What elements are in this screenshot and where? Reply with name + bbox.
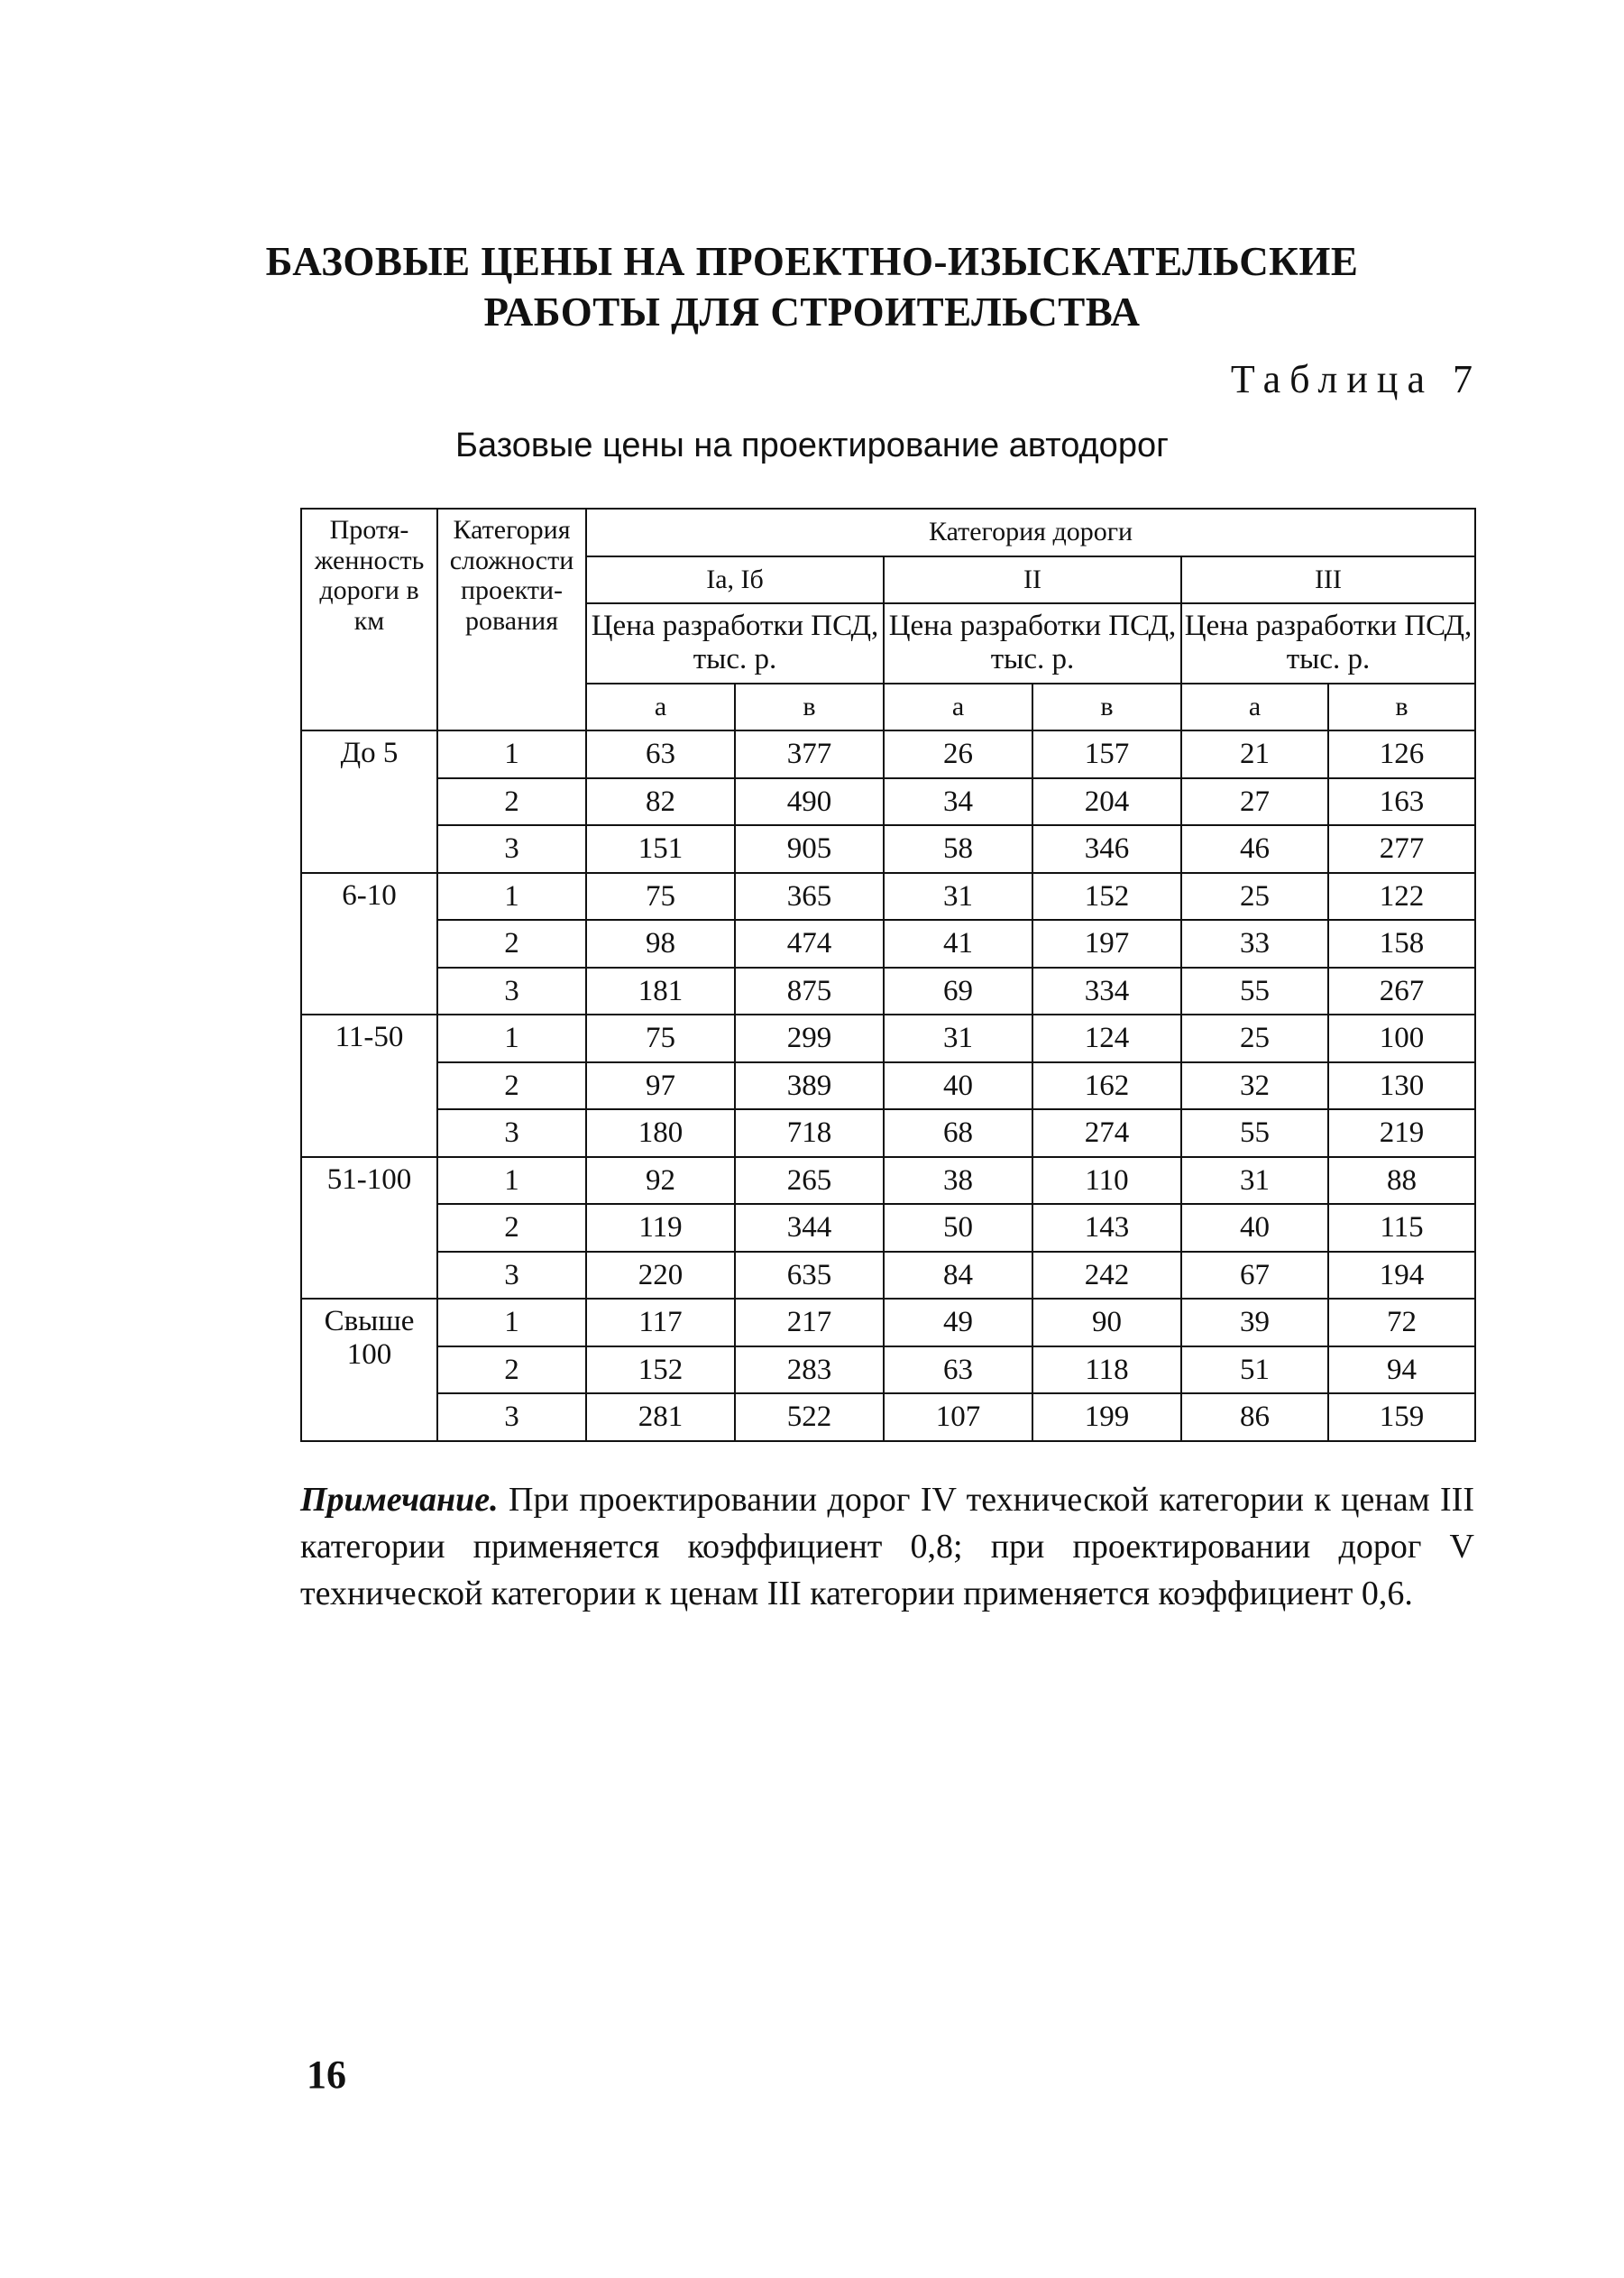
document-title: [0, 236, 1624, 337]
price-cell: 143: [1032, 1204, 1181, 1252]
header-price: Цена разработки ПСД, тыс. р.: [1181, 603, 1475, 684]
price-cell: 875: [735, 968, 884, 1015]
price-cell: 40: [1181, 1204, 1328, 1252]
header-sub-v: в: [735, 684, 884, 731]
price-cell: 180: [586, 1109, 735, 1157]
price-cell: 242: [1032, 1252, 1181, 1300]
document-title-line-2: РАБОТЫ ДЛЯ СТРОИТЕЛЬСТВА: [483, 289, 1141, 335]
price-cell: 274: [1032, 1109, 1181, 1157]
complexity-cell: 3: [437, 825, 586, 873]
price-cell: 119: [586, 1204, 735, 1252]
price-cell: 124: [1032, 1015, 1181, 1062]
price-cell: 217: [735, 1299, 884, 1346]
price-cell: 490: [735, 778, 884, 826]
complexity-cell: 2: [437, 1062, 586, 1110]
table-row: [301, 730, 1475, 778]
price-cell: 162: [1032, 1062, 1181, 1110]
price-cell: 86: [1181, 1393, 1328, 1441]
price-cell: 152: [586, 1346, 735, 1394]
price-cell: 100: [1328, 1015, 1475, 1062]
price-cell: 33: [1181, 920, 1328, 968]
price-cell: 107: [884, 1393, 1032, 1441]
header-group: Iа, Iб: [586, 556, 884, 604]
complexity-cell: 2: [437, 1204, 586, 1252]
price-cell: 63: [884, 1346, 1032, 1394]
header-group: III: [1181, 556, 1475, 604]
complexity-cell: 3: [437, 1393, 586, 1441]
price-cell: 130: [1328, 1062, 1475, 1110]
price-cell: 159: [1328, 1393, 1475, 1441]
header-road-category: Категория дороги: [586, 509, 1475, 556]
note-paragraph: [300, 1476, 1474, 1617]
complexity-cell: 3: [437, 1252, 586, 1300]
complexity-cell: 2: [437, 920, 586, 968]
table-row: [301, 1299, 1475, 1346]
price-cell: 26: [884, 730, 1032, 778]
price-cell: 75: [586, 873, 735, 921]
table-row: [301, 1252, 1475, 1300]
table-caption: Базовые цены на проектирование автодорог: [455, 427, 1169, 464]
price-cell: 40: [884, 1062, 1032, 1110]
complexity-cell: 1: [437, 1015, 586, 1062]
price-cell: 46: [1181, 825, 1328, 873]
length-cell: 51-100: [301, 1157, 437, 1300]
price-cell: 346: [1032, 825, 1181, 873]
length-cell: До 5: [301, 730, 437, 873]
table-row: [301, 1015, 1475, 1062]
price-cell: 69: [884, 968, 1032, 1015]
complexity-cell: 3: [437, 968, 586, 1015]
header-group: II: [884, 556, 1181, 604]
price-cell: 94: [1328, 1346, 1475, 1394]
price-cell: 97: [586, 1062, 735, 1110]
note-label: Примечание.: [300, 1481, 499, 1519]
price-cell: 75: [586, 1015, 735, 1062]
header-sub-a: а: [586, 684, 735, 731]
price-cell: 474: [735, 920, 884, 968]
price-cell: 197: [1032, 920, 1181, 968]
price-cell: 204: [1032, 778, 1181, 826]
header-sub-a: а: [884, 684, 1032, 731]
price-cell: 88: [1328, 1157, 1475, 1205]
price-cell: 635: [735, 1252, 884, 1300]
complexity-cell: 1: [437, 1299, 586, 1346]
price-cell: 522: [735, 1393, 884, 1441]
price-cell: 31: [1181, 1157, 1328, 1205]
price-cell: 377: [735, 730, 884, 778]
price-cell: 27: [1181, 778, 1328, 826]
header-sub-v: в: [1032, 684, 1181, 731]
price-cell: 219: [1328, 1109, 1475, 1157]
price-cell: 126: [1328, 730, 1475, 778]
table-row: [301, 1157, 1475, 1205]
price-cell: 67: [1181, 1252, 1328, 1300]
price-cell: 55: [1181, 1109, 1328, 1157]
price-cell: 115: [1328, 1204, 1475, 1252]
price-cell: 58: [884, 825, 1032, 873]
page-number: 16: [307, 2053, 346, 2097]
price-cell: 265: [735, 1157, 884, 1205]
table-row: [301, 1346, 1475, 1394]
table-row: [301, 873, 1475, 921]
header-sub-a: а: [1181, 684, 1328, 731]
price-cell: 21: [1181, 730, 1328, 778]
price-cell: 163: [1328, 778, 1475, 826]
price-cell: 84: [884, 1252, 1032, 1300]
price-cell: 51: [1181, 1346, 1328, 1394]
complexity-cell: 2: [437, 1346, 586, 1394]
header-complexity: Категория сложности проекти-рования: [437, 509, 586, 730]
table-row: [301, 1393, 1475, 1441]
length-cell: 6-10: [301, 873, 437, 1015]
price-cell: 194: [1328, 1252, 1475, 1300]
document-title-line-1: БАЗОВЫЕ ЦЕНЫ НА ПРОЕКТНО-ИЗЫСКАТЕЛЬСКИЕ: [265, 239, 1359, 284]
table-row: [301, 778, 1475, 826]
price-cell: 220: [586, 1252, 735, 1300]
price-cell: 151: [586, 825, 735, 873]
length-cell: 11-50: [301, 1015, 437, 1157]
price-cell: 110: [1032, 1157, 1181, 1205]
price-cell: 25: [1181, 1015, 1328, 1062]
price-cell: 267: [1328, 968, 1475, 1015]
price-cell: 389: [735, 1062, 884, 1110]
price-cell: 34: [884, 778, 1032, 826]
prices-table: [300, 508, 1476, 1442]
price-cell: 118: [1032, 1346, 1181, 1394]
price-cell: 344: [735, 1204, 884, 1252]
price-cell: 283: [735, 1346, 884, 1394]
price-cell: 199: [1032, 1393, 1181, 1441]
price-cell: 31: [884, 873, 1032, 921]
complexity-cell: 2: [437, 778, 586, 826]
complexity-cell: 1: [437, 730, 586, 778]
price-cell: 158: [1328, 920, 1475, 968]
price-cell: 32: [1181, 1062, 1328, 1110]
price-cell: 82: [586, 778, 735, 826]
price-cell: 181: [586, 968, 735, 1015]
price-cell: 905: [735, 825, 884, 873]
price-cell: 39: [1181, 1299, 1328, 1346]
table-number-label: Таблица 7: [1230, 357, 1482, 401]
complexity-cell: 1: [437, 1157, 586, 1205]
price-cell: 31: [884, 1015, 1032, 1062]
price-cell: 55: [1181, 968, 1328, 1015]
price-cell: 68: [884, 1109, 1032, 1157]
price-cell: 299: [735, 1015, 884, 1062]
note-text: При проектировании дорог IV технической категории к ценам III категории применяется коэффициент 0,8; при проектировании дорог V технической категории к ценам III категории применяется коэффициент 0,6.: [300, 1481, 1474, 1612]
price-cell: 365: [735, 873, 884, 921]
price-cell: 117: [586, 1299, 735, 1346]
table-row: [301, 920, 1475, 968]
price-cell: 72: [1328, 1299, 1475, 1346]
price-cell: 122: [1328, 873, 1475, 921]
price-cell: 63: [586, 730, 735, 778]
price-cell: 334: [1032, 968, 1181, 1015]
price-cell: 281: [586, 1393, 735, 1441]
price-cell: 41: [884, 920, 1032, 968]
price-cell: 98: [586, 920, 735, 968]
length-cell: Свыше 100: [301, 1299, 437, 1441]
complexity-cell: 3: [437, 1109, 586, 1157]
header-length: Протя-женность дороги в км: [301, 509, 437, 730]
table-row: [301, 1062, 1475, 1110]
complexity-cell: 1: [437, 873, 586, 921]
price-cell: 277: [1328, 825, 1475, 873]
price-cell: 49: [884, 1299, 1032, 1346]
price-cell: 92: [586, 1157, 735, 1205]
price-cell: 157: [1032, 730, 1181, 778]
header-sub-v: в: [1328, 684, 1475, 731]
price-cell: 50: [884, 1204, 1032, 1252]
price-cell: 90: [1032, 1299, 1181, 1346]
header-price: Цена разработки ПСД, тыс. р.: [884, 603, 1181, 684]
table-row: [301, 968, 1475, 1015]
table-row: [301, 1109, 1475, 1157]
price-cell: 152: [1032, 873, 1181, 921]
table-row: [301, 825, 1475, 873]
table-row: [301, 1204, 1475, 1252]
header-price: Цена разработки ПСД, тыс. р.: [586, 603, 884, 684]
price-cell: 25: [1181, 873, 1328, 921]
price-cell: 38: [884, 1157, 1032, 1205]
price-cell: 718: [735, 1109, 884, 1157]
